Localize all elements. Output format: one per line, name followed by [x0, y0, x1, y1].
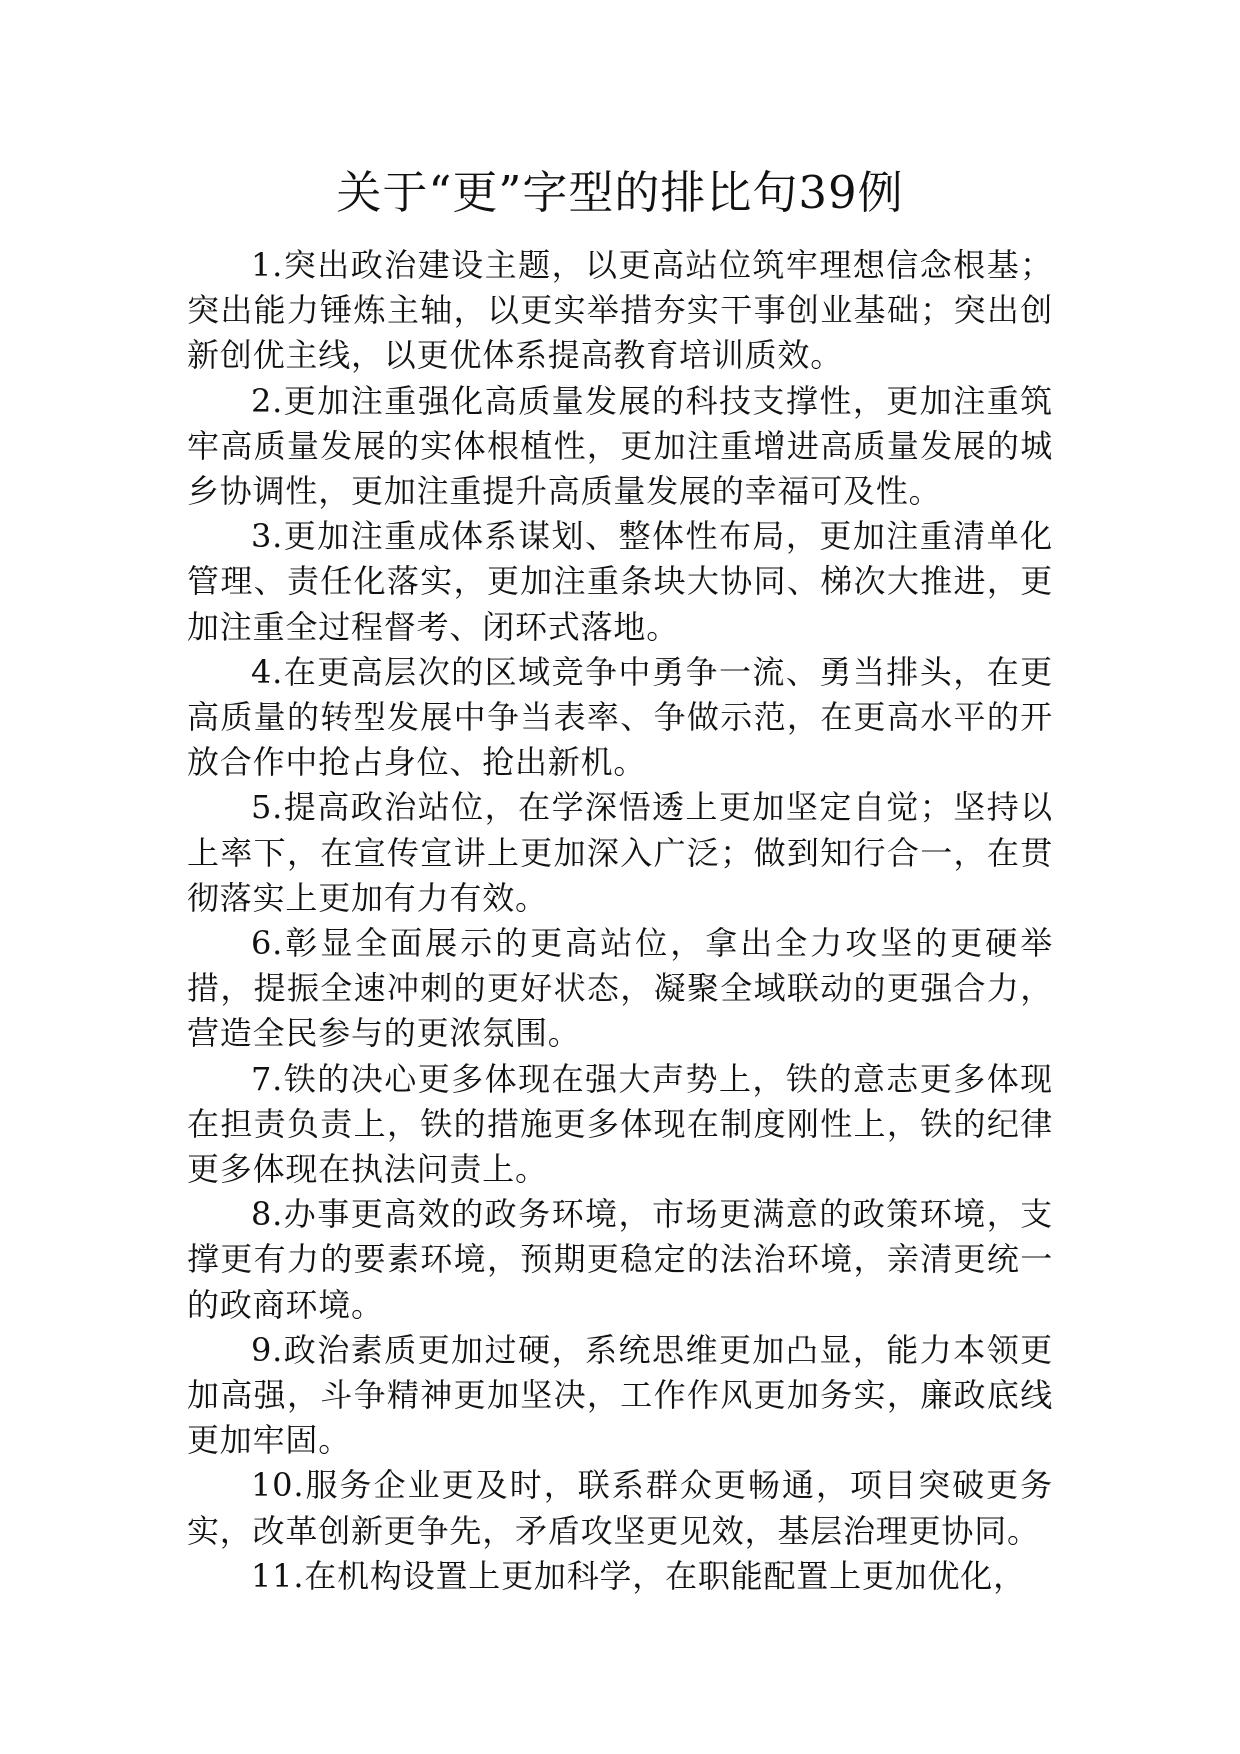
paragraph-10: 10.服务企业更及时，联系群众更畅通，项目突破更务实，改革创新更争先，矛盾攻坚更见效，基层治理更协同。	[187, 1466, 1053, 1550]
paragraph-6: 6.彰显全面展示的更高站位，拿出全力攻坚的更硬举措，提振全速冲刺的更好状态，凝聚全域联动的更强合力，营造全民参与的更浓氛围。	[187, 924, 1053, 1053]
paragraph-2: 2.更加注重强化高质量发展的科技支撑性，更加注重筑牢高质量发展的实体根植性，更加注重增进高质量发展的城乡协调性，更加注重提升高质量发展的幸福可及性。	[187, 381, 1053, 511]
paragraph-11: 11.在机构设置上更加科学，在职能配置上更加优化，	[251, 1556, 1026, 1595]
paragraph-7: 7.铁的决心更多体现在强大声势上，铁的意志更多体现在担责负责上，铁的措施更多体现在制度刚性上，铁的纪律更多体现在执法问责上。	[187, 1059, 1053, 1189]
paragraph-3: 3.更加注重成体系谋划、整体性布局，更加注重清单化管理、责任化落实，更加注重条块大协同、梯次大推进，更加注重全过程督考、闭环式落地。	[187, 517, 1053, 646]
paragraph-1: 1.突出政治建设主题，以更高站位筑牢理想信念根基；突出能力锤炼主轴，以更实举措夯实干事创业基础；突出创新创优主线，以更优体系提高教育培训质效。	[187, 246, 1053, 375]
paragraph-4: 4.在更高层次的区域竞争中勇争一流、勇当排头，在更高质量的转型发展中争当表率、争做示范，在更高水平的开放合作中抢占身位、抢出新机。	[187, 652, 1053, 782]
paragraph-8: 8.办事更高效的政务环境，市场更满意的政策环境，支撑更有力的要素环境，预期更稳定的法治环境，亲清更统一的政商环境。	[187, 1195, 1053, 1324]
paragraph-9: 9.政治素质更加过硬，系统思维更加凸显，能力本领更加高强，斗争精神更加坚决，工作作风更加务实，廉政底线更加牢固。	[187, 1330, 1053, 1460]
document-title: 关于“更”字型的排比句39例	[336, 166, 904, 219]
document-body	[187, 243, 1053, 1599]
paragraph-5: 5.提高政治站位，在学深悟透上更加坚定自觉；坚持以上率下，在宣传宣讲上更加深入广泛；做到知行合一，在贯彻落实上更加有力有效。	[187, 788, 1053, 917]
